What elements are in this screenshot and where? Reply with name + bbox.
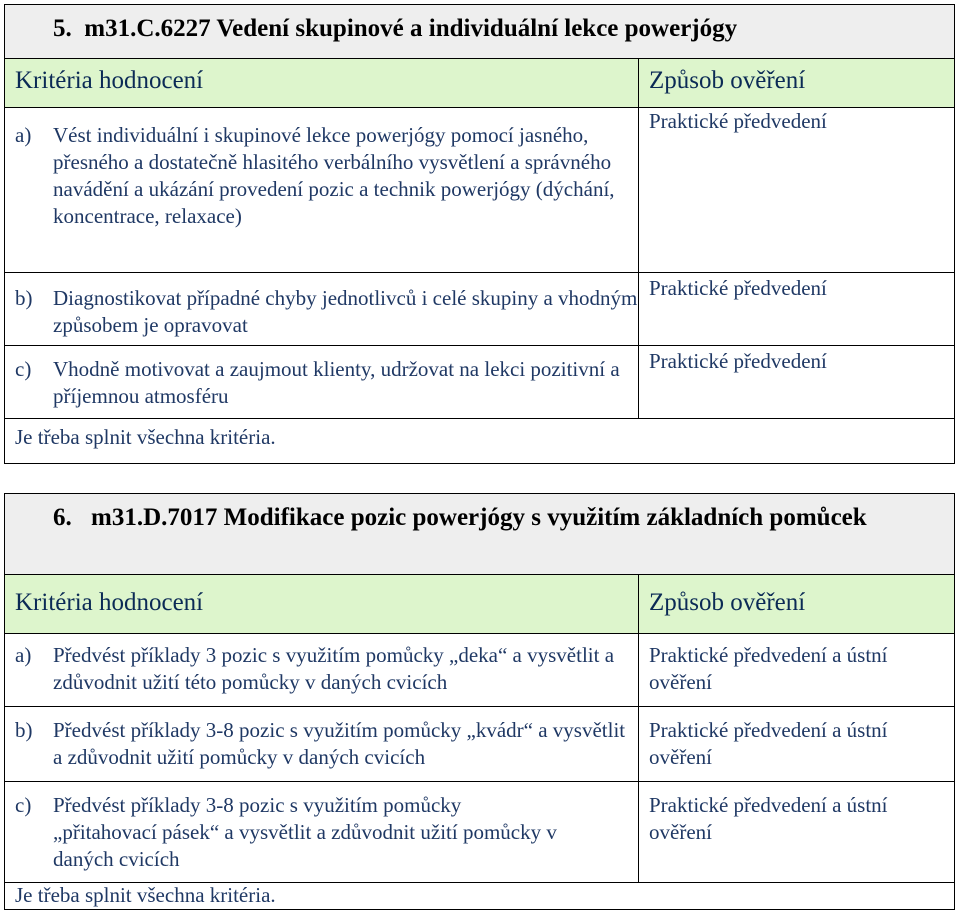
block-5-table: [4, 4, 955, 464]
block-6-method-header: Způsob ověření: [639, 575, 955, 634]
block-5-row-a-method: Praktické předvedení: [639, 108, 955, 273]
block-6-title-text: m31.D.7017 Modifikace pozic powerjógy s využitím základních pomůcek: [91, 504, 867, 531]
row-text: Předvést příklady 3-8 pozic s využitím pomůcky „kvádr“ a vysvětlit a zdůvodnit užití pomůcky v daných cvicích: [53, 718, 626, 769]
block-6-footer: Je třeba splnit všechna kritéria.: [5, 883, 955, 910]
block-6-row-c-method: Praktické předvedení a ústní ověření: [639, 782, 955, 883]
row-label: c): [15, 793, 32, 817]
block-6-row-b-criteria: [5, 707, 639, 782]
row-label: a): [15, 643, 32, 667]
row-label: c): [15, 357, 32, 381]
row-text: Diagnostikovat případné chyby jednotlivců i celé skupiny a vhodným způsobem je opravovat: [53, 286, 638, 337]
block-5-footer: Je třeba splnit všechna kritéria.: [5, 419, 955, 464]
row-label: b): [15, 286, 33, 310]
block-6-table: [4, 493, 955, 910]
block-5-row-b-criteria: [5, 273, 639, 346]
row-label: b): [15, 718, 33, 742]
block-5-row-c-method: Praktické předvedení: [639, 346, 955, 419]
block-5-title-prefix: 5.: [53, 15, 72, 42]
row-text: Vést individuální i skupinové lekce powerjógy pomocí jasného, přesného a dostatečně hlasitého verbálního vysvětlení a správného navádění a ukázání provedení pozic a technik powerjógy (dýchání, koncentrace, relaxace): [53, 123, 615, 228]
row-text: Předvést příklady 3-8 pozic s využitím pomůcky „přitahovací pásek“ a vysvětlit a zdůvodnit užití pomůcky v daných cvicích: [53, 793, 557, 871]
block-6-title: [5, 494, 955, 575]
block-5-row-b-method: Praktické předvedení: [639, 273, 955, 346]
row-text: Vhodně motivovat a zaujmout klienty, udržovat na lekci pozitivní a příjemnou atmosféru: [53, 357, 620, 408]
block-5-row-c-criteria: [5, 346, 639, 419]
block-6-criteria-header: Kritéria hodnocení: [5, 575, 639, 634]
block-6-row-c-criteria: [5, 782, 639, 883]
row-label: a): [15, 123, 32, 147]
block-5-method-header: Způsob ověření: [639, 59, 955, 108]
row-text: Předvést příklady 3 pozic s využitím pomůcky „deka“ a vysvětlit a zdůvodnit užití této pomůcky v daných cvicích: [53, 643, 615, 694]
block-5-title: [5, 5, 955, 59]
block-6-row-b-method: Praktické předvedení a ústní ověření: [639, 707, 955, 782]
block-5-title-text: m31.C.6227 Vedení skupinové a individuální lekce powerjógy: [84, 15, 738, 42]
block-6-row-a-criteria: [5, 634, 639, 707]
block-5-row-a-criteria: [5, 108, 639, 273]
block-5-criteria-header: Kritéria hodnocení: [5, 59, 639, 108]
block-6-title-prefix: 6.: [53, 504, 72, 531]
block-6-row-a-method: Praktické předvedení a ústní ověření: [639, 634, 955, 707]
